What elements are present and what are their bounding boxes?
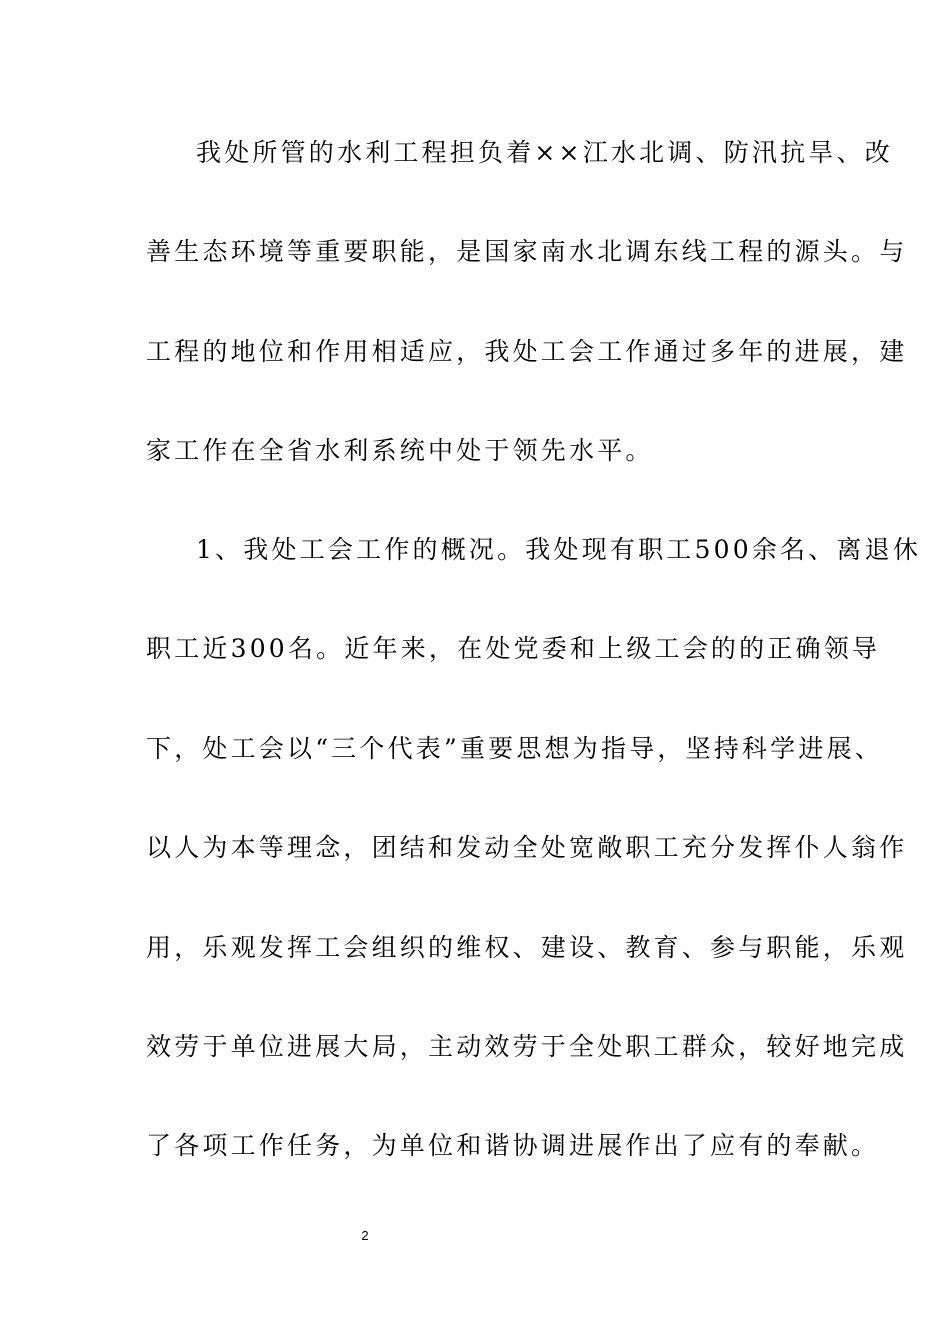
- paragraph-1-line-3: 工程的地位和作用相适应，我处工会工作通过多年的进展，建: [146, 337, 908, 366]
- paragraph-2-line-1: 1、我处工会工作的概况。我处现有职工500余名、离退休: [196, 535, 922, 564]
- paragraph-1-line-1: 我处所管的水利工程担负着××江水北调、防汛抗旱、改: [196, 138, 893, 167]
- paragraph-2-line-2: 职工近300名。近年来，在处党委和上级工会的的正确领导: [146, 634, 881, 663]
- paragraph-2-line-3: 下，处工会以“三个代表”重要思想为指导，坚持科学进展、: [146, 734, 883, 763]
- paragraph-2-line-5: 用，乐观发挥工会组织的维权、建设、教育、参与职能，乐观: [146, 933, 908, 962]
- paragraph-2-line-6: 效劳于单位进展大局，主动效劳于全处职工群众，较好地完成: [146, 1032, 908, 1061]
- paragraph-1-line-4: 家工作在全省水利系统中处于领先水平。: [146, 436, 654, 465]
- paragraph-1-line-2: 善生态环境等重要职能，是国家南水北调东线工程的源头。与: [146, 237, 908, 266]
- paragraph-2-line-7: 了各项工作任务，为单位和谐协调进展作出了应有的奉献。: [146, 1131, 880, 1160]
- page-number: 2: [361, 1228, 369, 1243]
- paragraph-2-line-4: 以人为本等理念，团结和发动全处宽敞职工充分发挥仆人翁作: [146, 833, 908, 862]
